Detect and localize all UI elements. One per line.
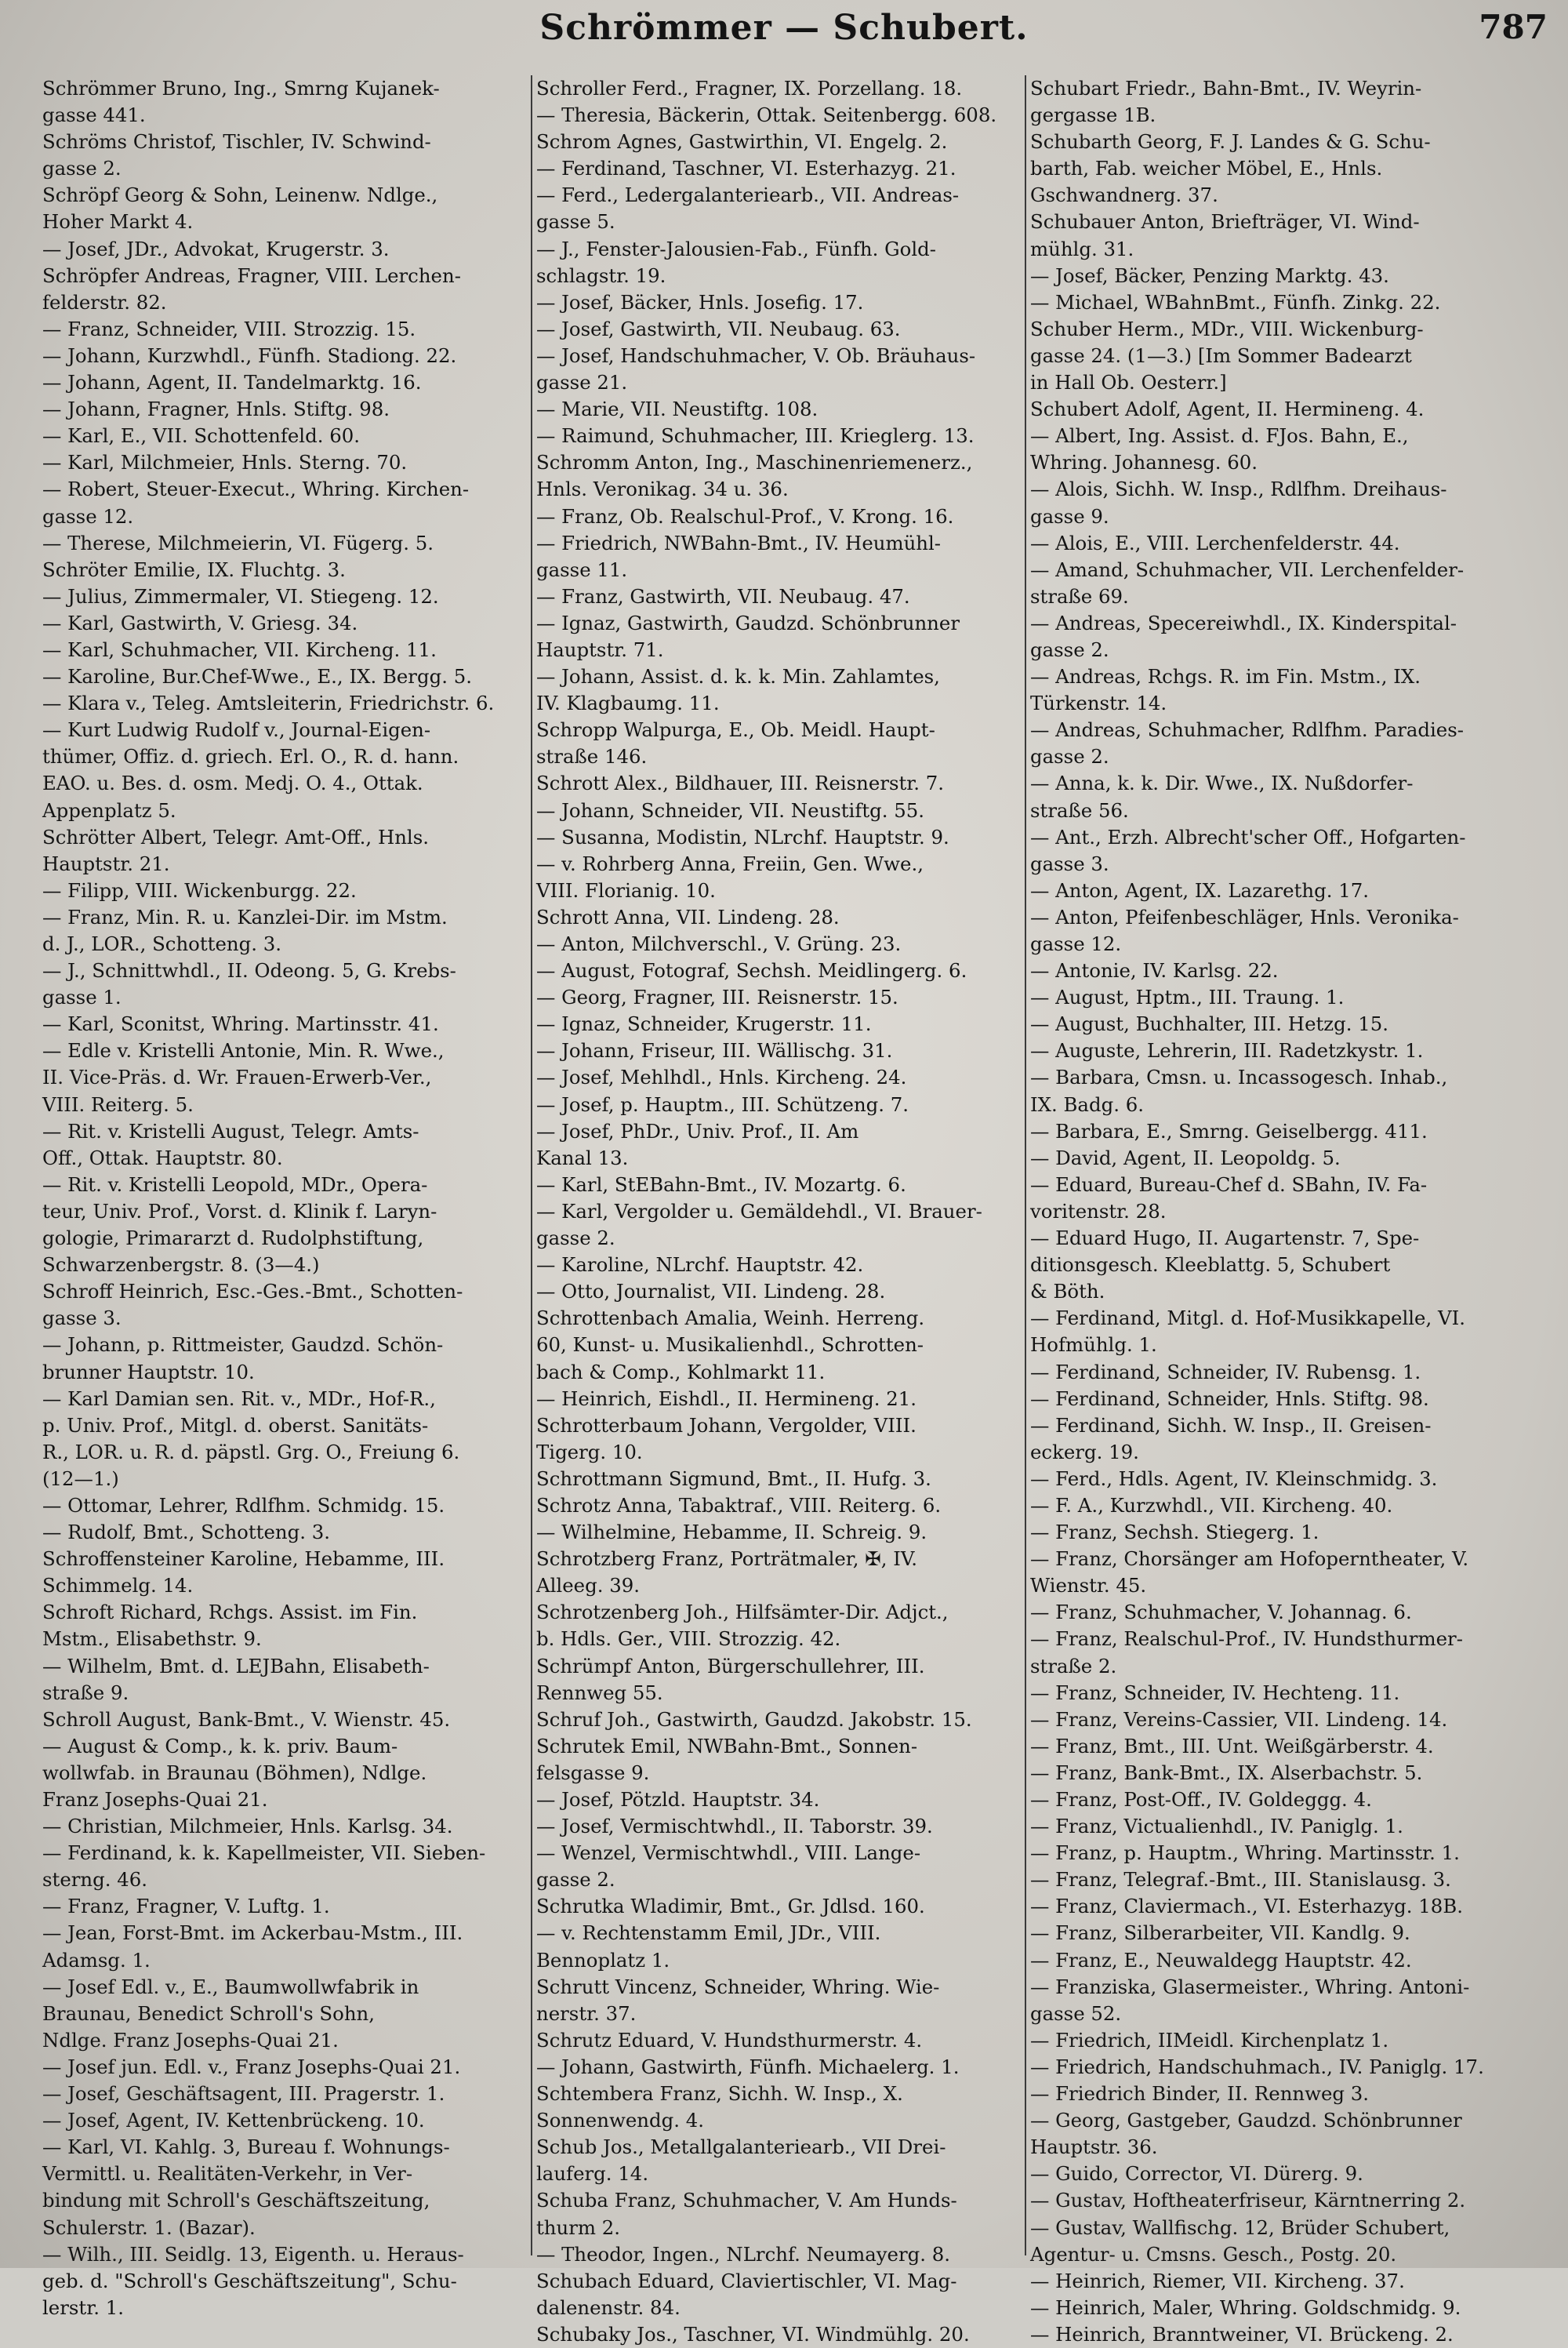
directory-entry-line: — Josef, Mehlhdl., Hnls. Kircheng. 24. [536, 1066, 907, 1089]
directory-entry-line: — Wenzel, Vermischtwhdl., VIII. Lange- [536, 1841, 921, 1865]
directory-entry-line: straße 69. [1030, 584, 1129, 608]
directory-entry-line: — Franz, Schuhmacher, V. Johannag. 6. [1030, 1601, 1412, 1624]
directory-entry-line: — Albert, Ing. Assist. d. FJos. Bahn, E., [1030, 424, 1409, 448]
directory-entry-line: — Franz, Sechsh. Stiegerg. 1. [1030, 1521, 1319, 1544]
directory-entry-line: — Robert, Steuer-Execut., Whring. Kirchen- [42, 478, 470, 501]
directory-entry-line: — Friedrich Binder, II. Rennweg 3. [1030, 2082, 1370, 2106]
directory-entry-line: gasse 9. [1030, 504, 1109, 528]
directory-entry-line: 60, Kunst- u. Musikalienhdl., Schrotten- [536, 1333, 924, 1357]
directory-entry-line: gasse 12. [1030, 932, 1122, 955]
directory-entry-line: Schröpf Georg & Sohn, Leinenw. Ndlge., [42, 184, 438, 207]
directory-entry-line: — Klara v., Teleg. Amtsleiterin, Friedrichstr. 6. [42, 692, 495, 715]
directory-entry-line: — Josef Edl. v., E., Baumwollwfabrik in [42, 1975, 419, 1998]
directory-entry-line: schlagstr. 19. [536, 264, 666, 287]
directory-entry-line: Vermittl. u. Realitäten-Verkehr, in Ver- [42, 2162, 413, 2186]
directory-entry-line: Schröter Emilie, IX. Fluchtg. 3. [42, 558, 346, 581]
directory-entry-line: — Franz, Realschul-Prof., IV. Hundsthurmer- [1030, 1627, 1463, 1651]
directory-entry-line: eckerg. 19. [1030, 1440, 1139, 1463]
directory-entry-line: — Christian, Milchmeier, Hnls. Karlsg. 34. [42, 1815, 453, 1838]
directory-entry-line: Hauptstr. 36. [1030, 2135, 1158, 2159]
directory-entry-line: — Karl, StEBahn-Bmt., IV. Mozartg. 6. [536, 1172, 906, 1196]
directory-entry-line: bach & Comp., Kohlmarkt 11. [536, 1360, 826, 1383]
directory-entry-line: — Susanna, Modistin, NLrchf. Hauptstr. 9. [536, 825, 949, 849]
directory-entry-line: VIII. Florianig. 10. [536, 878, 716, 902]
directory-entry-line: Schroller Ferd., Fragner, IX. Porzellang. 18. [536, 77, 963, 100]
directory-entry-line: Schulerstr. 1. (Bazar). [42, 2215, 256, 2239]
directory-entry-line: Kanal 13. [536, 1146, 629, 1169]
directory-entry-line: wollwfab. in Braunau (Böhmen), Ndlge. [42, 1761, 427, 1784]
directory-entry-line: — Eduard, Bureau-Chef d. SBahn, IV. Fa- [1030, 1172, 1428, 1196]
directory-entry-line: R., LOR. u. R. d. päpstl. Grg. O., Freiung 6. [42, 1440, 460, 1463]
directory-entry-line: Schrutz Eduard, V. Hundsthurmerstr. 4. [536, 2028, 923, 2052]
directory-entry-line: gasse 24. (1—3.) [Im Sommer Badearzt [1030, 343, 1412, 367]
directory-entry-line: — Alois, E., VIII. Lerchenfelderstr. 44. [1030, 531, 1400, 554]
directory-entry-line: Schrümpf Anton, Bürgerschullehrer, III. [536, 1654, 925, 1677]
directory-entry-line: — Franz, Fragner, V. Luftg. 1. [42, 1895, 330, 1918]
directory-entry-line: — Filipp, VIII. Wickenburgg. 22. [42, 878, 357, 902]
directory-entry-line: Mstm., Elisabethstr. 9. [42, 1627, 262, 1651]
directory-entry-line: Schrott Anna, VII. Lindeng. 28. [536, 905, 840, 929]
directory-entry-line: Türkenstr. 14. [1030, 692, 1167, 715]
directory-entry-line: lauferg. 14. [536, 2162, 649, 2186]
directory-entry-line: — Raimund, Schuhmacher, III. Krieglerg. 13. [536, 424, 975, 448]
directory-entry-line: gasse 12. [42, 504, 134, 528]
directory-entry-line: Schropp Walpurga, E., Ob. Meidl. Haupt- [536, 718, 935, 742]
directory-entry-line: Schub Jos., Metallgalanteriearb., VII Drei- [536, 2135, 946, 2159]
directory-entry-line: — Josef, Geschäftsagent, III. Pragerstr. 1. [42, 2082, 445, 2106]
header-title: Schrömmer — Schubert. [539, 8, 1029, 48]
directory-entry-line: Schubaky Jos., Taschner, VI. Windmühlg. 20. [536, 2322, 970, 2346]
directory-entry-line: Schromm Anton, Ing., Maschinenriemenerz., [536, 451, 973, 474]
directory-entry-line: — Andreas, Specereiwhdl., IX. Kinderspital- [1030, 611, 1457, 634]
directory-entry-line: Alleeg. 39. [536, 1574, 640, 1597]
directory-entry-line: — Friedrich, NWBahn-Bmt., IV. Heumühl- [536, 531, 942, 554]
directory-entry-line: Schubarth Georg, F. J. Landes & G. Schu- [1030, 130, 1431, 154]
directory-entry-line: thurm 2. [536, 2215, 621, 2239]
directory-entry-line: Braunau, Benedict Schroll's Sohn, [42, 2001, 375, 2025]
directory-entry-line: — Franz, Bank-Bmt., IX. Alserbachstr. 5. [1030, 1761, 1423, 1784]
directory-entry-line: Schuber Herm., MDr., VIII. Wickenburg- [1030, 317, 1424, 340]
directory-entry-line: gasse 2. [1030, 745, 1109, 769]
directory-entry-line: VIII. Reiterg. 5. [42, 1092, 194, 1116]
directory-entry-line: — Josef, JDr., Advokat, Krugerstr. 3. [42, 237, 390, 260]
directory-entry-line: — Josef, Gastwirth, VII. Neubaug. 63. [536, 317, 901, 340]
directory-entry-line: — Franz, Victualienhdl., IV. Paniglg. 1. [1030, 1815, 1403, 1838]
directory-entry-line: — Edle v. Kristelli Antonie, Min. R. Wwe., [42, 1039, 445, 1063]
directory-entry-line: thümer, Offiz. d. griech. Erl. O., R. d. hann. [42, 745, 459, 769]
directory-entry-line: Schubach Eduard, Claviertischler, VI. Mag- [536, 2269, 957, 2292]
directory-entry-line: — Georg, Gastgeber, Gaudzd. Schönbrunner [1030, 2109, 1462, 2132]
directory-entry-line: gasse 2. [42, 157, 122, 180]
directory-entry-line: Schroll August, Bank-Bmt., V. Wienstr. 45. [42, 1707, 451, 1731]
directory-entry-line: — Karl, Gastwirth, V. Griesg. 34. [42, 611, 358, 634]
directory-entry-line: Schrottmann Sigmund, Bmt., II. Hufg. 3. [536, 1467, 931, 1490]
directory-entry-line: Schrotzberg Franz, Porträtmaler, ✠, IV. [536, 1547, 917, 1571]
directory-entry-line: — Ferdinand, Taschner, VI. Esterhazyg. 21. [536, 157, 956, 180]
directory-entry-line: Gschwandnerg. 37. [1030, 184, 1218, 207]
directory-entry-line: — Rit. v. Kristelli Leopold, MDr., Opera- [42, 1172, 428, 1196]
directory-entry-line: — Josef, Handschuhmacher, V. Ob. Bräuhaus- [536, 343, 976, 367]
directory-entry-line: — Karl, Vergolder u. Gemäldehdl., VI. Brauer- [536, 1199, 982, 1223]
directory-entry-line: — Johann, p. Rittmeister, Gaudzd. Schön- [42, 1333, 444, 1357]
directory-entry-line: — Johann, Kurzwhdl., Fünfh. Stadiong. 22. [42, 343, 457, 367]
directory-entry-line: gasse 441. [42, 104, 146, 127]
directory-entry-line: — Karl, Milchmeier, Hnls. Sterng. 70. [42, 451, 408, 474]
directory-entry-line: — Franz, Vereins-Cassier, VII. Lindeng. 14. [1030, 1707, 1448, 1731]
directory-entry-line: Hofmühlg. 1. [1030, 1333, 1157, 1357]
directory-entry-line: — v. Rechtenstamm Emil, JDr., VIII. [536, 1921, 881, 1945]
running-header [0, 3, 1568, 58]
directory-entry-line: straße 2. [1030, 1654, 1117, 1677]
directory-entry-line: — v. Rohrberg Anna, Freiin, Gen. Wwe., [536, 852, 924, 875]
directory-entry-line: Schrotterbaum Johann, Vergolder, VIII. [536, 1413, 916, 1437]
directory-entry-line: Schuba Franz, Schuhmacher, V. Am Hunds- [536, 2189, 957, 2212]
directory-entry-line: — Karl Damian sen. Rit. v., MDr., Hof-R., [42, 1387, 436, 1410]
directory-entry-line: (12—1.) [42, 1467, 119, 1490]
directory-entry-line: — Gustav, Wallfischg. 12, Brüder Schubert, [1030, 2215, 1450, 2239]
directory-entry-line: IX. Badg. 6. [1030, 1092, 1144, 1116]
directory-entry-line: — Jean, Forst-Bmt. im Ackerbau-Mstm., III. [42, 1921, 463, 1945]
directory-entry-line: — Franz, Gastwirth, VII. Neubaug. 47. [536, 584, 910, 608]
directory-entry-line: — Ferd., Hdls. Agent, IV. Kleinschmidg. 3. [1030, 1467, 1438, 1490]
directory-entry-line: — Heinrich, Eishdl., II. Hermineng. 21. [536, 1387, 917, 1410]
directory-entry-line: straße 9. [42, 1681, 129, 1704]
directory-entry-line: — Karl, Schuhmacher, VII. Kircheng. 11. [42, 638, 437, 661]
directory-entry-line: — Alois, Sichh. W. Insp., Rdlfhm. Dreihaus- [1030, 478, 1447, 501]
directory-entry-line: — Andreas, Rchgs. R. im Fin. Mstm., IX. [1030, 665, 1421, 689]
directory-entry-line: — Heinrich, Riemer, VII. Kircheng. 37. [1030, 2269, 1405, 2292]
directory-entry-line: — Josef, Vermischtwhdl., II. Taborstr. 39. [536, 1815, 933, 1838]
directory-entry-line: Schimmelg. 14. [42, 1574, 194, 1597]
directory-entry-line: — Ottomar, Lehrer, Rdlfhm. Schmidg. 15. [42, 1493, 445, 1517]
directory-entry-line: — Wilhelmine, Hebamme, II. Schreig. 9. [536, 1521, 927, 1544]
directory-entry-line: Agentur- u. Cmsns. Gesch., Postg. 20. [1030, 2242, 1397, 2266]
directory-entry-line: — Ignaz, Schneider, Krugerstr. 11. [536, 1012, 872, 1036]
directory-entry-line: Schubert Adolf, Agent, II. Hermineng. 4. [1030, 398, 1425, 421]
directory-entry-line: Hnls. Veronikag. 34 u. 36. [536, 478, 789, 501]
directory-entry-line: — Ferd., Ledergalanteriearb., VII. Andreas- [536, 184, 960, 207]
directory-entry-line: — Josef, PhDr., Univ. Prof., II. Am [536, 1119, 859, 1143]
directory-entry-line: — Heinrich, Maler, Whring. Goldschmidg. 9. [1030, 2295, 1461, 2319]
directory-entry-line: — Michael, WBahnBmt., Fünfh. Zinkg. 22. [1030, 290, 1441, 314]
directory-entry-line: — Josef jun. Edl. v., Franz Josephs-Quai 21. [42, 2055, 461, 2078]
directory-entry-line: Schruf Joh., Gastwirth, Gaudzd. Jakobstr. 15. [536, 1707, 972, 1731]
directory-entry-line: gasse 3. [42, 1307, 122, 1330]
column-left [42, 75, 544, 2319]
page-number: 787 [1479, 8, 1548, 46]
directory-entry-line: II. Vice-Präs. d. Wr. Frauen-Erwerb-Ver., [42, 1066, 432, 1089]
directory-entry-line: Rennweg 55. [536, 1681, 663, 1704]
directory-entry-line: — Franz, p. Hauptm., Whring. Martinsstr. 1. [1030, 1841, 1460, 1865]
directory-entry-line: felsgasse 9. [536, 1761, 650, 1784]
directory-entry-line: p. Univ. Prof., Mitgl. d. oberst. Sanitäts- [42, 1413, 429, 1437]
directory-entry-line: — August & Comp., k. k. priv. Baum- [42, 1734, 398, 1757]
directory-entry-line: — F. A., Kurzwhdl., VII. Kircheng. 40. [1030, 1493, 1393, 1517]
directory-entry-line: — Franz, Telegraf.-Bmt., III. Stanislausg. 3. [1030, 1868, 1451, 1892]
directory-entry-line: Schwarzenbergstr. 8. (3—4.) [42, 1253, 320, 1277]
directory-entry-line: Schrottenbach Amalia, Weinh. Herreng. [536, 1307, 925, 1330]
directory-entry-line: gasse 2. [536, 1868, 615, 1892]
directory-entry-line: — Karl, VI. Kahlg. 3, Bureau f. Wohnungs- [42, 2135, 450, 2159]
directory-entry-line: — Johann, Agent, II. Tandelmarktg. 16. [42, 371, 422, 394]
directory-entry-line: Schrutek Emil, NWBahn-Bmt., Sonnen- [536, 1734, 918, 1757]
directory-entry-line: — Josef, Pötzld. Hauptstr. 34. [536, 1788, 820, 1811]
column-divider [531, 75, 532, 2255]
directory-entry-line: — Antonie, IV. Karlsg. 22. [1030, 959, 1279, 983]
directory-entry-line: Schubauer Anton, Briefträger, VI. Wind- [1030, 210, 1420, 234]
directory-entry-line: Schroff Heinrich, Esc.-Ges.-Bmt., Schotten- [42, 1280, 463, 1303]
directory-entry-line: teur, Univ. Prof., Vorst. d. Klinik f. Laryn- [42, 1199, 437, 1223]
directory-entry-line: — Anton, Milchverschl., V. Grüng. 23. [536, 932, 902, 955]
directory-entry-line: — Anna, k. k. Dir. Wwe., IX. Nußdorfer- [1030, 772, 1414, 795]
directory-entry-line: gasse 5. [536, 210, 615, 234]
directory-entry-line: Sonnenwendg. 4. [536, 2109, 704, 2132]
directory-entry-line: — Barbara, E., Smrng. Geiselbergg. 411. [1030, 1119, 1428, 1143]
directory-entry-line: — Otto, Journalist, VII. Lindeng. 28. [536, 1280, 886, 1303]
directory-entry-line: — Ferdinand, Mitgl. d. Hof-Musikkapelle, VI. [1030, 1307, 1465, 1330]
directory-entry-line: — Julius, Zimmermaler, VI. Stiegeng. 12. [42, 584, 439, 608]
directory-entry-line: felderstr. 82. [42, 290, 167, 314]
directory-entry-line: — Ferdinand, Sichh. W. Insp., II. Greisen- [1030, 1413, 1432, 1437]
directory-entry-line: — Franz, Bmt., III. Unt. Weißgärberstr. 4. [1030, 1734, 1434, 1757]
directory-entry-line: — Franziska, Glasermeister., Whring. Antoni- [1030, 1975, 1470, 1998]
directory-entry-line: — Barbara, Cmsn. u. Incassogesch. Inhab., [1030, 1066, 1448, 1089]
directory-entry-line: Hoher Markt 4. [42, 210, 194, 234]
directory-entry-line: Schrutka Wladimir, Bmt., Gr. Jdlsd. 160. [536, 1895, 925, 1918]
directory-entry-line: Appenplatz 5. [42, 798, 176, 822]
directory-entry-line: Schröms Christof, Tischler, IV. Schwind- [42, 130, 431, 154]
directory-entry-line: lerstr. 1. [42, 2295, 124, 2319]
directory-entry-line: Hauptstr. 71. [536, 638, 664, 661]
directory-entry-line: — Ant., Erzh. Albrecht'scher Off., Hofgarten- [1030, 825, 1466, 849]
directory-entry-line: Schubart Friedr., Bahn-Bmt., IV. Weyrin- [1030, 77, 1422, 100]
directory-entry-line: — Ferdinand, Schneider, IV. Rubensg. 1. [1030, 1360, 1421, 1383]
directory-entry-line: b. Hdls. Ger., VIII. Strozzig. 42. [536, 1627, 841, 1651]
directory-entry-line: — Franz, Chorsänger am Hofoperntheater, V. [1030, 1547, 1469, 1571]
directory-entry-line: — J., Fenster-Jalousien-Fab., Fünfh. Gold- [536, 237, 936, 260]
directory-entry-line: dalenenstr. 84. [536, 2295, 681, 2319]
directory-entry-line: gergasse 1B. [1030, 104, 1156, 127]
directory-entry-line: nerstr. 37. [536, 2001, 637, 2025]
directory-entry-line: Schröpfer Andreas, Fragner, VIII. Lerchen- [42, 264, 461, 287]
directory-entry-line: Schtembera Franz, Sichh. W. Insp., X. [536, 2082, 903, 2106]
directory-entry-line: Schroffensteiner Karoline, Hebamme, III. [42, 1547, 445, 1571]
directory-entry-line: IV. Klagbaumg. 11. [536, 692, 720, 715]
directory-entry-line: — Karl, E., VII. Schottenfeld. 60. [42, 424, 361, 448]
directory-entry-line: — Johann, Friseur, III. Wällischg. 31. [536, 1039, 893, 1063]
directory-entry-line: — Anton, Pfeifenbeschläger, Hnls. Veronika- [1030, 905, 1459, 929]
directory-entry-line: — Rudolf, Bmt., Schotteng. 3. [42, 1521, 330, 1544]
directory-entry-line: Off., Ottak. Hauptstr. 80. [42, 1146, 283, 1169]
directory-entry-line: Schrott Alex., Bildhauer, III. Reisnerstr. 7. [536, 772, 945, 795]
directory-entry-line: Whring. Johannesg. 60. [1030, 451, 1258, 474]
directory-entry-line: — Josef, Agent, IV. Kettenbrückeng. 10. [42, 2109, 425, 2132]
directory-entry-line: — Gustav, Hoftheaterfriseur, Kärntnerring 2. [1030, 2189, 1466, 2212]
directory-entry-line: ditionsgesch. Kleeblattg. 5, Schubert [1030, 1253, 1391, 1277]
directory-entry-line: — Theresia, Bäckerin, Ottak. Seitenbergg. 608. [536, 104, 997, 127]
directory-entry-line: Ndlge. Franz Josephs-Quai 21. [42, 2028, 339, 2052]
directory-entry-line: Hauptstr. 21. [42, 852, 170, 875]
directory-entry-line: — Johann, Fragner, Hnls. Stiftg. 98. [42, 398, 390, 421]
directory-entry-line: — Ferdinand, k. k. Kapellmeister, VII. Sieben- [42, 1841, 486, 1865]
directory-entry-line: Wienstr. 45. [1030, 1574, 1147, 1597]
column-right [1030, 75, 1532, 2346]
directory-entry-line: — J., Schnittwhdl., II. Odeong. 5, G. Krebs- [42, 959, 456, 983]
directory-entry-line: Schrötter Albert, Telegr. Amt-Off., Hnls. [42, 825, 429, 849]
directory-entry-line: d. J., LOR., Schotteng. 3. [42, 932, 281, 955]
directory-entry-line: — Guido, Corrector, VI. Dürerg. 9. [1030, 2162, 1363, 2186]
directory-entry-line: — Wilh., III. Seidlg. 13, Eigenth. u. Heraus- [42, 2242, 464, 2266]
directory-entry-line: — Franz, Ob. Realschul-Prof., V. Krong. 16. [536, 504, 954, 528]
directory-entry-line: EAO. u. Bes. d. osm. Medj. O. 4., Ottak. [42, 772, 423, 795]
directory-entry-line: — August, Buchhalter, III. Hetzg. 15. [1030, 1012, 1389, 1036]
directory-entry-line: Schrömmer Bruno, Ing., Smrng Kujanek- [42, 77, 440, 100]
directory-entry-line: — Ferdinand, Schneider, Hnls. Stiftg. 98. [1030, 1387, 1429, 1410]
directory-entry-line: Franz Josephs-Quai 21. [42, 1788, 268, 1811]
directory-entry-line: barth, Fab. weicher Möbel, E., Hnls. [1030, 157, 1383, 180]
directory-entry-line: — Rit. v. Kristelli August, Telegr. Amts- [42, 1119, 419, 1143]
directory-entry-line: — Heinrich, Branntweiner, VI. Brückeng. 2. [1030, 2322, 1454, 2346]
directory-entry-line: — David, Agent, II. Leopoldg. 5. [1030, 1146, 1341, 1169]
directory-entry-line: — Johann, Gastwirth, Fünfh. Michaelerg. 1. [536, 2055, 960, 2078]
directory-entry-line: gologie, Primararzt d. Rudolphstiftung, [42, 1227, 424, 1250]
directory-entry-line: — Wilhelm, Bmt. d. LEJBahn, Elisabeth- [42, 1654, 430, 1677]
directory-entry-line: bindung mit Schroll's Geschäftszeitung, [42, 2189, 430, 2212]
column-divider [1025, 75, 1026, 2255]
directory-entry-line: — Franz, E., Neuwaldegg Hauptstr. 42. [1030, 1948, 1412, 1972]
directory-entry-line: — Kurt Ludwig Rudolf v., Journal-Eigen- [42, 718, 431, 742]
directory-entry-line: — Franz, Min. R. u. Kanzlei-Dir. im Mstm. [42, 905, 448, 929]
directory-entry-line: — Franz, Schneider, IV. Hechteng. 11. [1030, 1681, 1400, 1704]
directory-entry-line: Tigerg. 10. [536, 1440, 643, 1463]
directory-entry-line: sterng. 46. [42, 1868, 148, 1892]
directory-entry-line: — Josef, Bäcker, Penzing Marktg. 43. [1030, 264, 1389, 287]
directory-entry-line: — Anton, Agent, IX. Lazarethg. 17. [1030, 878, 1369, 902]
directory-entry-line: gasse 2. [536, 1227, 615, 1250]
directory-entry-line: — Therese, Milchmeierin, VI. Fügerg. 5. [42, 531, 434, 554]
directory-entry-line: — Karl, Sconitst, Whring. Martinsstr. 41. [42, 1012, 439, 1036]
directory-entry-line: — Eduard Hugo, II. Augartenstr. 7, Spe- [1030, 1227, 1420, 1250]
directory-entry-line: — Franz, Claviermach., VI. Esterhazyg. 18B. [1030, 1895, 1463, 1918]
directory-entry-line: Schrom Agnes, Gastwirthin, VI. Engelg. 2. [536, 130, 948, 154]
directory-entry-line: — Marie, VII. Neustiftg. 108. [536, 398, 818, 421]
directory-entry-line: Schroft Richard, Rchgs. Assist. im Fin. [42, 1601, 418, 1624]
directory-entry-line: — Karoline, Bur.Chef-Wwe., E., IX. Bergg. 5. [42, 665, 472, 689]
directory-entry-line: gasse 1. [42, 986, 122, 1009]
directory-entry-line: gasse 3. [1030, 852, 1109, 875]
directory-entry-line: — August, Fotograf, Sechsh. Meidlingerg. 6. [536, 959, 967, 983]
directory-entry-line: brunner Hauptstr. 10. [42, 1360, 255, 1383]
directory-entry-line: — Josef, Bäcker, Hnls. Josefig. 17. [536, 290, 864, 314]
directory-entry-line: in Hall Ob. Oesterr.] [1030, 371, 1227, 394]
directory-entry-line: — Friedrich, Handschuhmach., IV. Paniglg. 17. [1030, 2055, 1484, 2078]
directory-entry-line: — Auguste, Lehrerin, III. Radetzkystr. 1. [1030, 1039, 1424, 1063]
directory-entry-line: — Franz, Schneider, VIII. Strozzig. 15. [42, 317, 416, 340]
directory-entry-line: — Friedrich, IIMeidl. Kirchenplatz 1. [1030, 2028, 1389, 2052]
directory-entry-line: — August, Hptm., III. Traung. 1. [1030, 986, 1345, 1009]
directory-entry-line: Schrotzenberg Joh., Hilfsämter-Dir. Adjct., [536, 1601, 949, 1624]
directory-entry-line: — Georg, Fragner, III. Reisnerstr. 15. [536, 986, 898, 1009]
directory-entry-line: — Franz, Silberarbeiter, VII. Kandlg. 9. [1030, 1921, 1410, 1945]
directory-entry-line: Schrutt Vincenz, Schneider, Whring. Wie- [536, 1975, 940, 1998]
directory-entry-line: gasse 2. [1030, 638, 1109, 661]
directory-entry-line: Adamsg. 1. [42, 1948, 151, 1972]
directory-entry-line: — Karoline, NLrchf. Hauptstr. 42. [536, 1253, 864, 1277]
directory-entry-line: — Ignaz, Gastwirth, Gaudzd. Schönbrunner [536, 611, 960, 634]
directory-entry-line: & Böth. [1030, 1280, 1105, 1303]
directory-entry-line: Schrotz Anna, Tabaktraf., VIII. Reiterg. 6. [536, 1493, 942, 1517]
directory-entry-line: gasse 11. [536, 558, 628, 581]
directory-entry-line: straße 56. [1030, 798, 1129, 822]
directory-entry-line: — Andreas, Schuhmacher, Rdlfhm. Paradies- [1030, 718, 1465, 742]
directory-entry-line: — Theodor, Ingen., NLrchf. Neumayerg. 8. [536, 2242, 951, 2266]
directory-entry-line: — Johann, Schneider, VII. Neustiftg. 55. [536, 798, 925, 822]
directory-entry-line: geb. d. "Schroll's Geschäftszeitung", Schu- [42, 2269, 457, 2292]
directory-entry-line: — Amand, Schuhmacher, VII. Lerchenfelder- [1030, 558, 1465, 581]
column-middle [536, 75, 1038, 2346]
directory-entry-line: voritenstr. 28. [1030, 1199, 1167, 1223]
directory-entry-line: gasse 52. [1030, 2001, 1122, 2025]
directory-entry-line: — Johann, Assist. d. k. k. Min. Zahlamtes, [536, 665, 940, 689]
directory-entry-line: gasse 21. [536, 371, 628, 394]
directory-entry-line: straße 146. [536, 745, 648, 769]
directory-entry-line: — Josef, p. Hauptm., III. Schützeng. 7. [536, 1092, 909, 1116]
directory-entry-line: mühlg. 31. [1030, 237, 1134, 260]
directory-entry-line: — Franz, Post-Off., IV. Goldeggg. 4. [1030, 1788, 1372, 1811]
directory-entry-line: Bennoplatz 1. [536, 1948, 670, 1972]
